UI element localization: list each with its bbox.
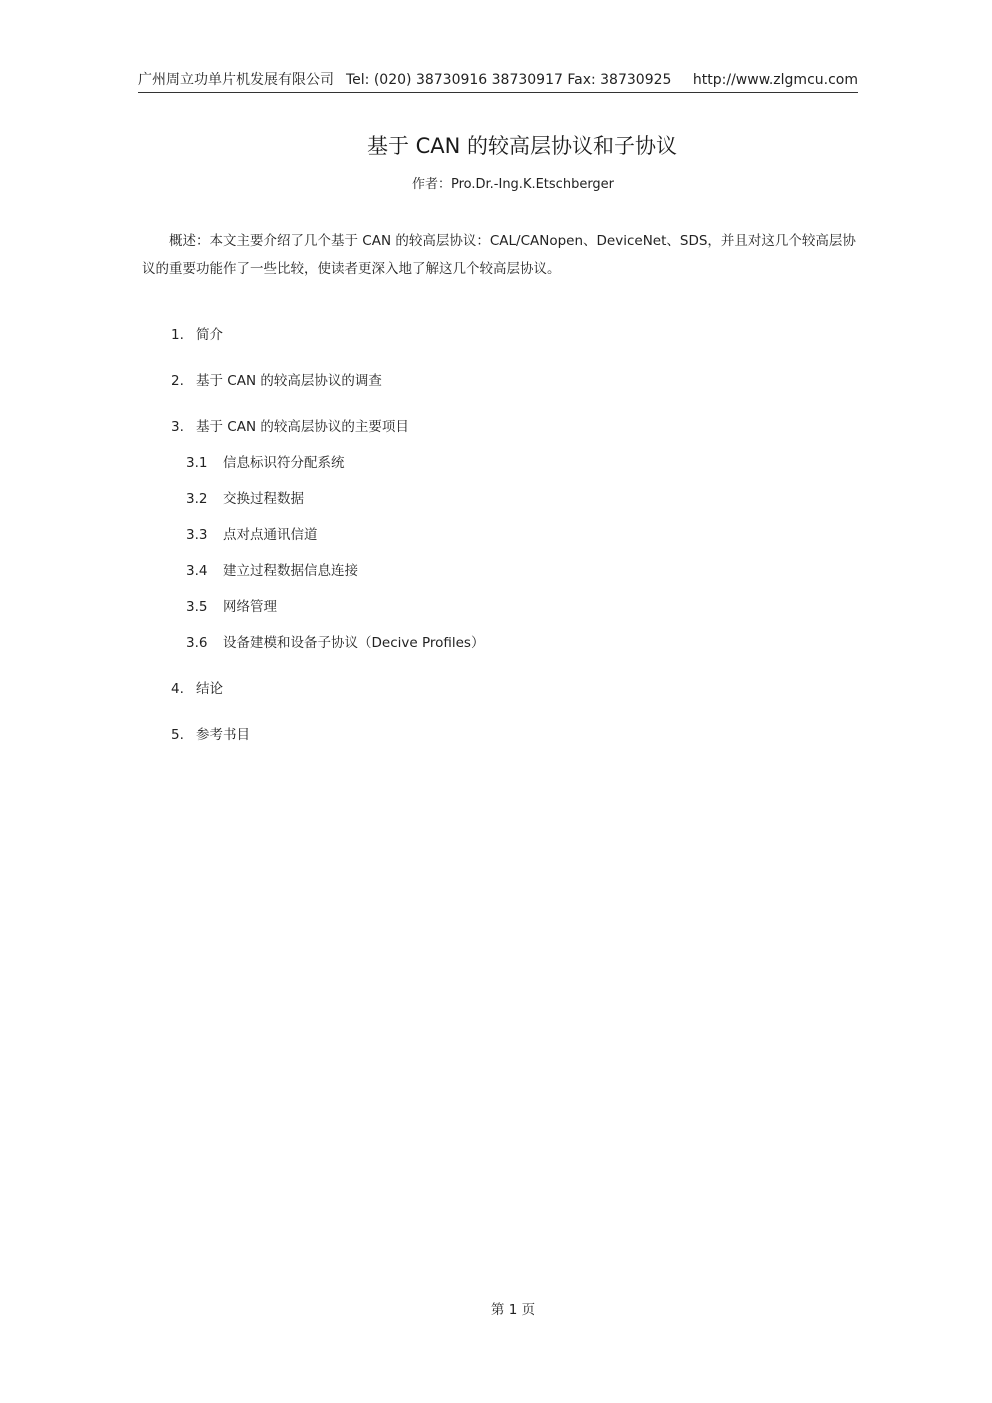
toc-number: 3.5 — [186, 599, 208, 615]
page-header — [138, 70, 858, 93]
toc-text: 交换过程数据 — [223, 491, 304, 507]
toc-text: 基于 CAN 的较高层协议的主要项目 — [196, 419, 409, 435]
toc-number: 3.6 — [186, 635, 208, 651]
toc-item-2 — [171, 371, 382, 391]
toc-subitem-3-6 — [186, 633, 484, 653]
toc-text: 点对点通讯信道 — [223, 527, 318, 543]
header-tel: Tel: (020) 38730916 38730917 Fax: 38730925 — [346, 72, 672, 88]
toc-text: 参考书目 — [196, 727, 250, 743]
toc-subitem-3-5 — [186, 597, 277, 617]
document-title: 基于 CAN 的较高层协议和子协议 — [366, 134, 678, 158]
document-author: 作者：Pro.Dr.-Ing.K.Etschberger — [411, 177, 615, 192]
header-left — [138, 70, 683, 92]
toc-text: 网络管理 — [223, 599, 277, 615]
toc-subitem-3-4 — [186, 561, 358, 581]
toc-subitem-3-3 — [186, 525, 318, 545]
toc-number: 3.4 — [186, 563, 208, 579]
header-url[interactable]: http://www.zlgmcu.com — [692, 72, 858, 88]
toc-text: 建立过程数据信息连接 — [223, 563, 358, 579]
toc-text: 信息标识符分配系统 — [223, 455, 345, 471]
toc-number: 3.1 — [186, 455, 208, 471]
toc-item-4 — [171, 679, 223, 699]
header-company: 广州周立功单片机发展有限公司 — [138, 72, 334, 88]
toc-number: 1. — [171, 327, 184, 343]
toc-text: 简介 — [196, 327, 223, 343]
toc-number: 3.2 — [186, 491, 208, 507]
toc-subitem-3-2 — [186, 489, 304, 509]
toc-text: 基于 CAN 的较高层协议的调查 — [196, 373, 382, 389]
toc-text: 结论 — [196, 681, 223, 697]
abstract-paragraph: 概述：本文主要介绍了几个基于 CAN 的较高层协议：CAL/CANopen、DeviceNet、SDS，并且对这几个较高层协议的重要功能作了一些比较，使读者更深入地了解这几个较高层协议。 — [142, 233, 856, 277]
toc-number: 5. — [171, 727, 184, 743]
toc-number: 2. — [171, 373, 184, 389]
toc-subitem-3-1 — [186, 453, 345, 473]
toc-item-3 — [171, 417, 409, 437]
page-number: 第 1 页 — [490, 1302, 536, 1318]
toc-number: 4. — [171, 681, 184, 697]
toc-text: 设备建模和设备子协议（Decive Profiles） — [223, 635, 485, 651]
toc-item-5 — [171, 725, 250, 745]
toc-number: 3. — [171, 419, 184, 435]
toc-item-1 — [171, 325, 223, 345]
toc-number: 3.3 — [186, 527, 208, 543]
